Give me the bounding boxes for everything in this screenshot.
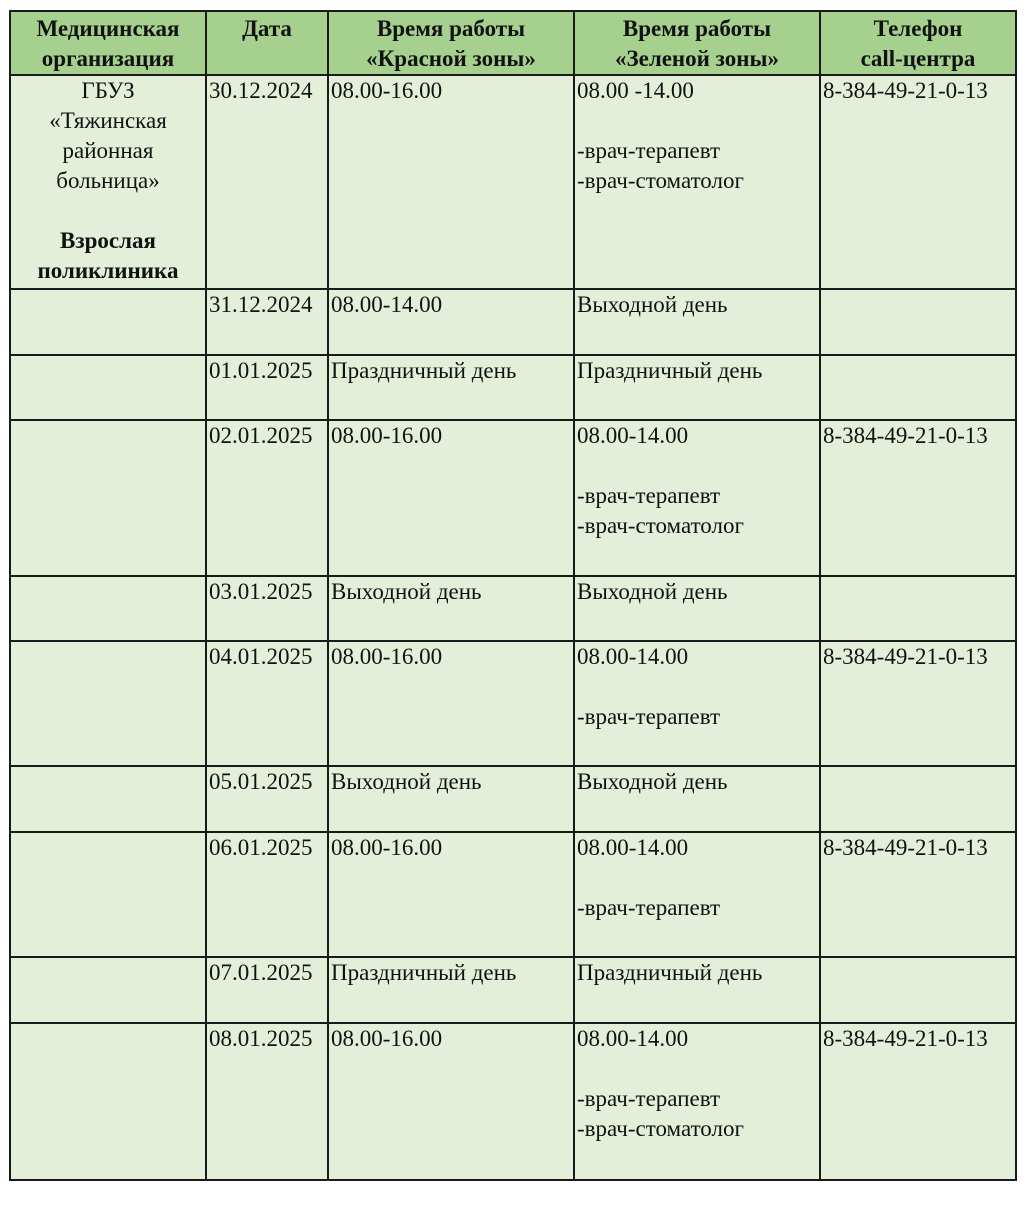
header-organization-line-1: Медицинская	[36, 16, 180, 41]
table-row	[10, 1023, 1016, 1180]
green-zone-line: 08.00-14.00	[577, 1026, 689, 1051]
green-zone-line: -врач-терапевт	[577, 704, 721, 729]
organization-name-line: «Тяжинская	[49, 108, 167, 133]
date-cell: 02.01.2025	[206, 420, 328, 576]
date-cell: 31.12.2024	[206, 289, 328, 355]
green-zone-spacer	[577, 451, 817, 481]
green-zone-cell	[574, 576, 820, 641]
green-zone-spacer	[577, 106, 817, 136]
header-organization	[10, 11, 206, 75]
date-cell: 01.01.2025	[206, 355, 328, 420]
phone-cell	[820, 576, 1016, 641]
green-zone-cell	[574, 355, 820, 420]
header-green-zone-line-2: «Зеленой зоны»	[614, 46, 780, 71]
schedule-table	[9, 10, 1017, 1181]
table-row	[10, 420, 1016, 576]
header-green-zone-line-1: Время работы	[622, 16, 772, 41]
green-zone-cell	[574, 420, 820, 576]
phone-cell	[820, 957, 1016, 1023]
green-zone-cell	[574, 766, 820, 832]
green-zone-line: Праздничный день	[577, 358, 763, 383]
organization-name-line: районная	[62, 138, 154, 163]
date-cell: 08.01.2025	[206, 1023, 328, 1180]
green-zone-spacer	[577, 1054, 817, 1084]
organization-cell	[10, 289, 206, 355]
phone-cell: 8-384-49-21-0-13	[820, 1023, 1016, 1180]
table-row	[10, 832, 1016, 957]
organization-name-line: ГБУЗ	[81, 78, 135, 103]
date-cell: 05.01.2025	[206, 766, 328, 832]
organization-cell	[10, 1023, 206, 1180]
green-zone-cell	[574, 957, 820, 1023]
header-red-zone	[328, 11, 574, 75]
green-zone-line: -врач-терапевт	[577, 138, 721, 163]
header-red-zone-line-2: «Красной зоны»	[366, 46, 536, 71]
organization-name-line: больница»	[56, 168, 160, 193]
date-cell: 07.01.2025	[206, 957, 328, 1023]
date-cell: 03.01.2025	[206, 576, 328, 641]
red-zone-cell: 08.00-16.00	[328, 1023, 574, 1180]
green-zone-line: Выходной день	[577, 579, 728, 604]
header-phone-line-1: Телефон	[873, 16, 963, 41]
date-cell: 06.01.2025	[206, 832, 328, 957]
phone-cell: 8-384-49-21-0-13	[820, 420, 1016, 576]
green-zone-line: Праздничный день	[577, 960, 763, 985]
green-zone-cell	[574, 641, 820, 766]
green-zone-line: Выходной день	[577, 292, 728, 317]
header-green-zone	[574, 11, 820, 75]
green-zone-cell	[574, 1023, 820, 1180]
organization-cell	[10, 832, 206, 957]
green-zone-spacer	[577, 672, 817, 702]
phone-cell: 8-384-49-21-0-13	[820, 832, 1016, 957]
header-date	[206, 11, 328, 75]
header-phone	[820, 11, 1016, 75]
phone-cell: 8-384-49-21-0-13	[820, 641, 1016, 766]
green-zone-line: 08.00-14.00	[577, 835, 689, 860]
organization-cell	[10, 766, 206, 832]
red-zone-cell: Праздничный день	[328, 355, 574, 420]
table-row	[10, 75, 1016, 289]
table-row	[10, 641, 1016, 766]
organization-cell	[10, 355, 206, 420]
green-zone-cell	[574, 75, 820, 289]
organization-cell	[10, 641, 206, 766]
red-zone-cell: Праздничный день	[328, 957, 574, 1023]
phone-cell	[820, 355, 1016, 420]
red-zone-cell: 08.00-16.00	[328, 75, 574, 289]
red-zone-cell: 08.00-16.00	[328, 832, 574, 957]
green-zone-cell	[574, 289, 820, 355]
green-zone-line: -врач-стоматолог	[577, 168, 744, 193]
green-zone-line: -врач-терапевт	[577, 1086, 721, 1111]
red-zone-cell: Выходной день	[328, 766, 574, 832]
organization-department-line: поликлиника	[37, 258, 179, 283]
phone-cell: 8-384-49-21-0-13	[820, 75, 1016, 289]
red-zone-cell: 08.00-16.00	[328, 641, 574, 766]
green-zone-line: -врач-терапевт	[577, 483, 721, 508]
header-organization-line-2: организация	[41, 46, 175, 71]
header-row	[10, 11, 1016, 75]
green-zone-spacer	[577, 863, 817, 893]
table-row	[10, 289, 1016, 355]
green-zone-line: -врач-стоматолог	[577, 513, 744, 538]
green-zone-line: 08.00 -14.00	[577, 78, 694, 103]
header-phone-line-2: call-центра	[860, 46, 976, 71]
organization-department	[13, 226, 203, 286]
red-zone-cell: 08.00-14.00	[328, 289, 574, 355]
red-zone-cell: 08.00-16.00	[328, 420, 574, 576]
header-red-zone-line-1: Время работы	[376, 16, 526, 41]
organization-cell	[10, 957, 206, 1023]
green-zone-line: -врач-стоматолог	[577, 1116, 744, 1141]
organization-department-line: Взрослая	[60, 228, 156, 253]
organization-cell	[10, 576, 206, 641]
schedule-body	[10, 75, 1016, 1180]
phone-cell	[820, 289, 1016, 355]
table-row	[10, 355, 1016, 420]
green-zone-cell	[574, 832, 820, 957]
table-row	[10, 766, 1016, 832]
organization-cell	[10, 420, 206, 576]
red-zone-cell: Выходной день	[328, 576, 574, 641]
date-cell: 30.12.2024	[206, 75, 328, 289]
header-date-label: Дата	[242, 16, 292, 41]
green-zone-line: 08.00-14.00	[577, 423, 689, 448]
green-zone-line: 08.00-14.00	[577, 644, 689, 669]
green-zone-line: -врач-терапевт	[577, 895, 721, 920]
phone-cell	[820, 766, 1016, 832]
green-zone-line: Выходной день	[577, 769, 728, 794]
table-row	[10, 957, 1016, 1023]
date-cell: 04.01.2025	[206, 641, 328, 766]
organization-cell	[10, 75, 206, 289]
table-row	[10, 576, 1016, 641]
